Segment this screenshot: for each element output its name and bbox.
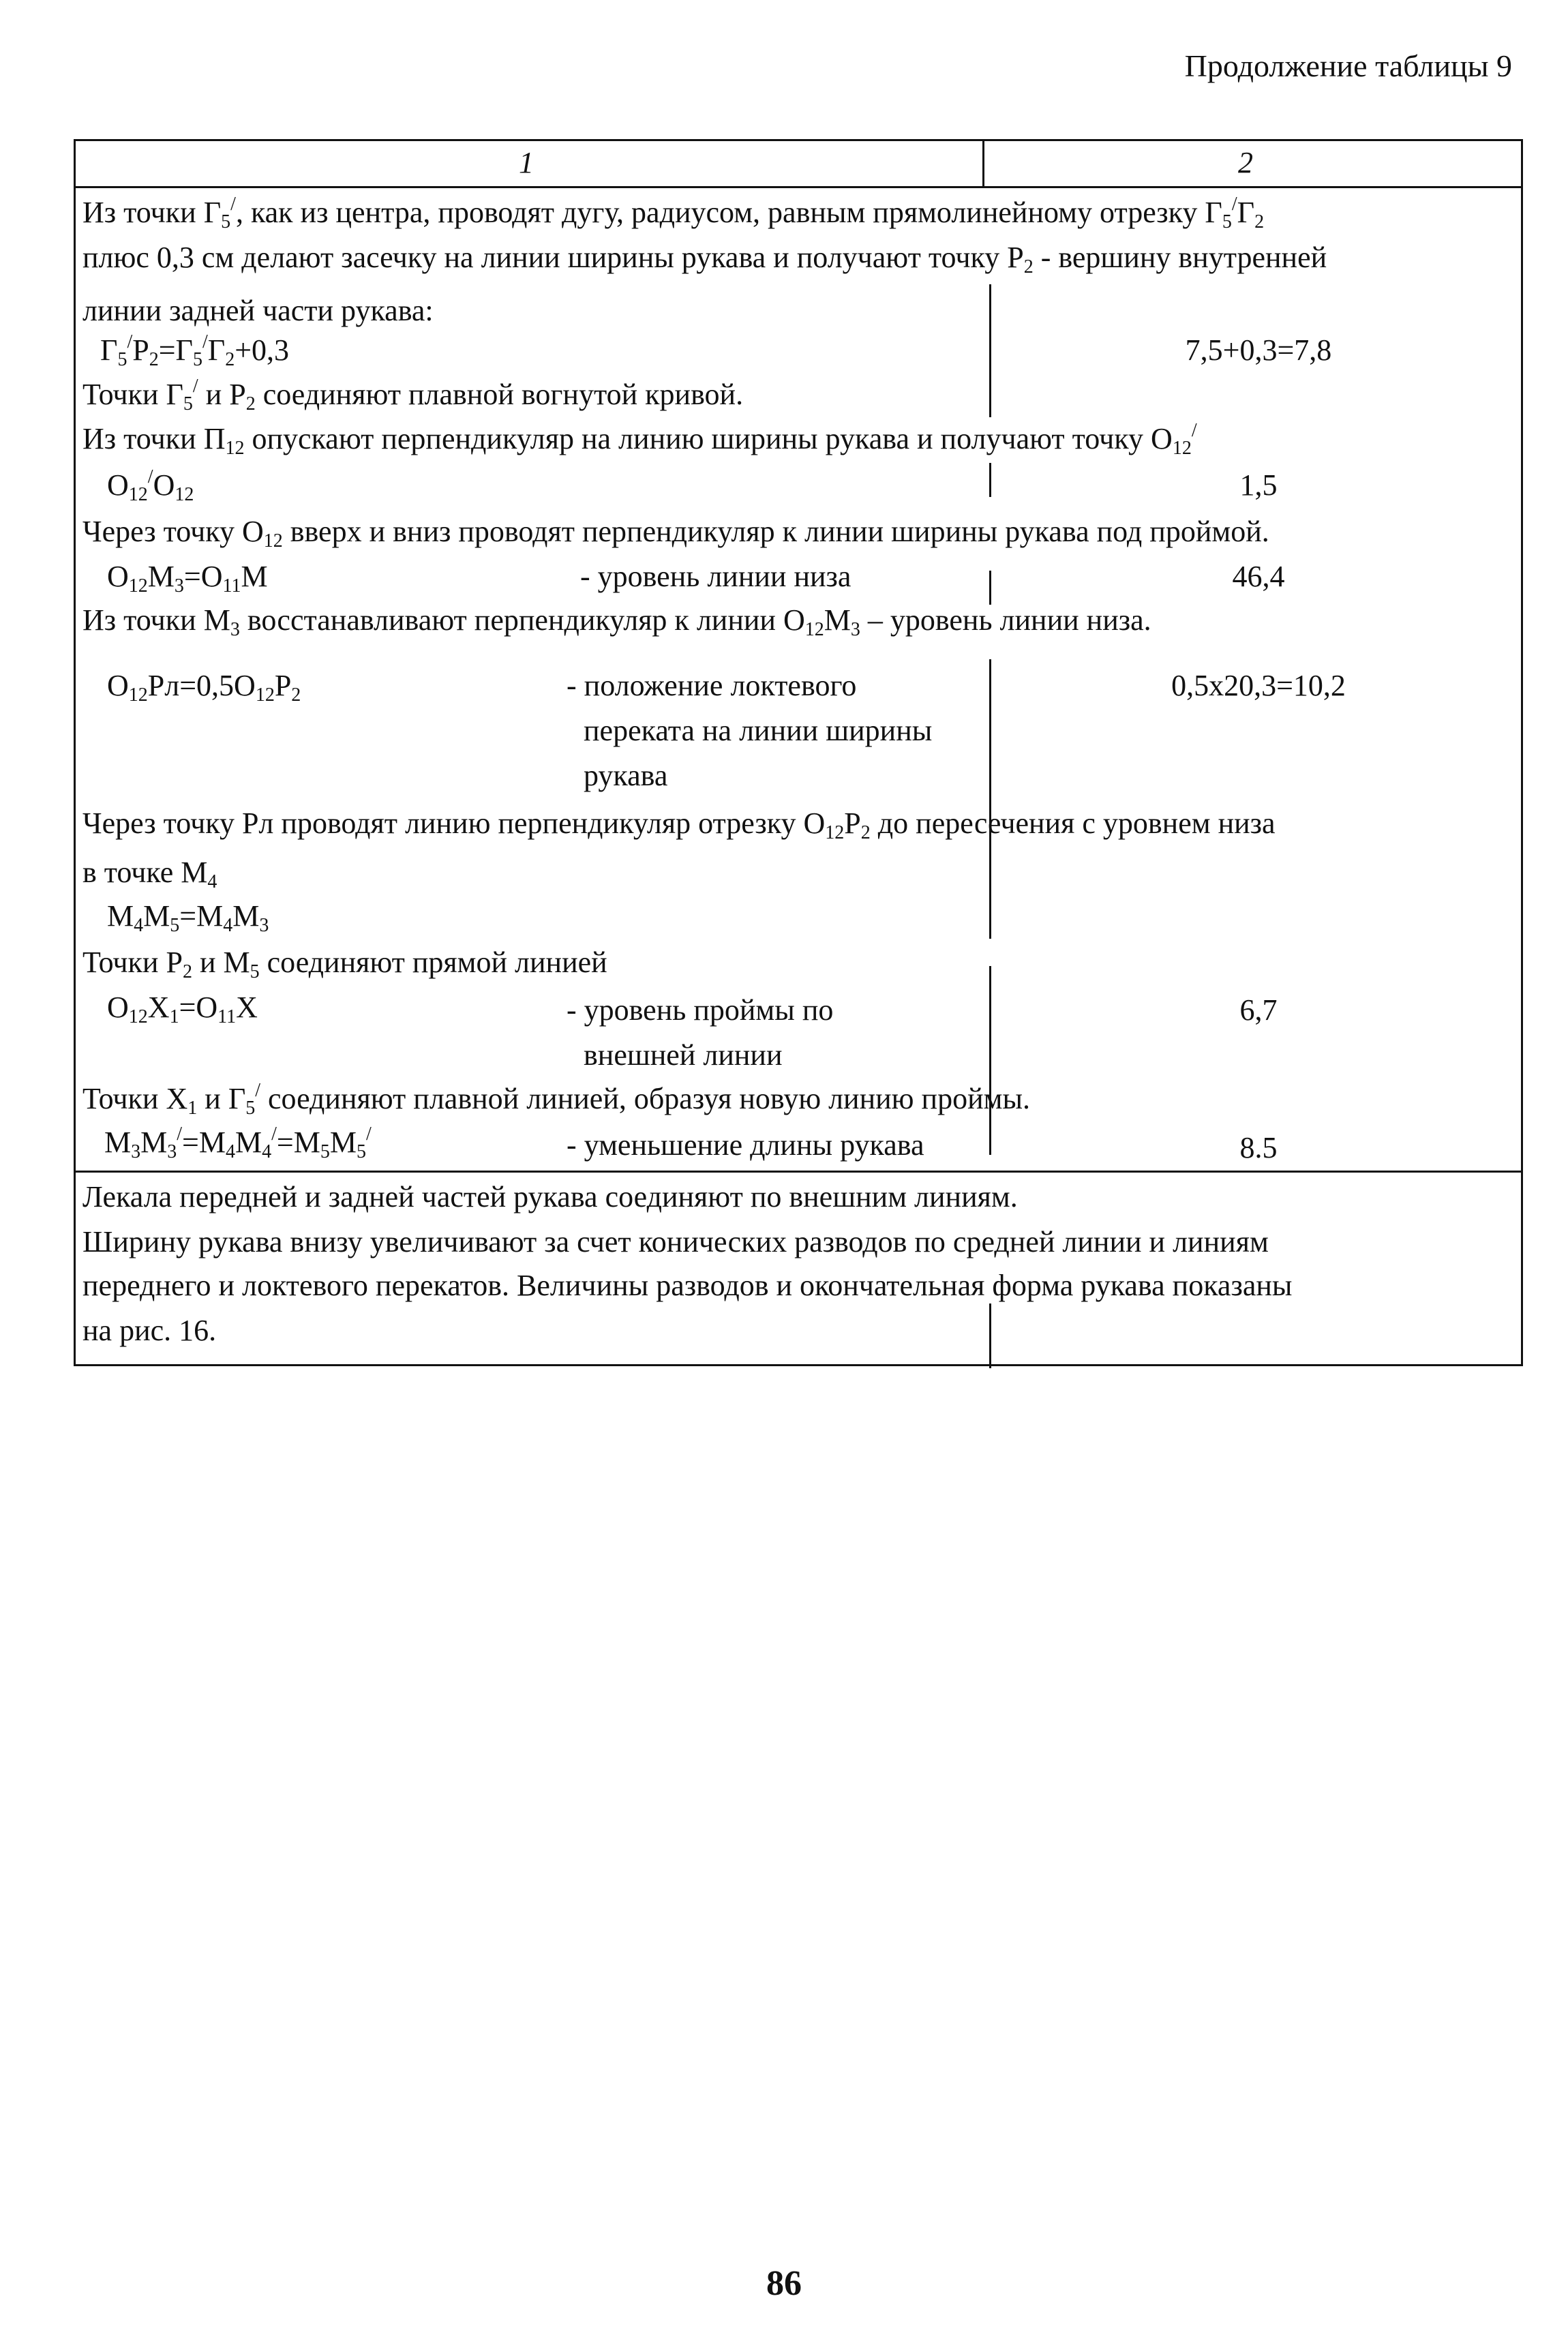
header-column-divider <box>982 141 984 186</box>
column-header-1: 1 <box>519 146 534 179</box>
formula: $Г_5^/Р_2=Г_5^/Г_2+0,3$ <box>100 331 290 370</box>
value-cell: 0,5х20,3=10,2 <box>1171 669 1346 702</box>
column-divider <box>989 659 991 939</box>
formula-description: переката на линии ширины <box>584 714 933 747</box>
text-line: Через точку $О_{12}$ вверх и вниз проводят перпендикуляр к линии ширины рукава под проймой. <box>82 515 1269 552</box>
formula-description: - уровень проймы по <box>567 993 834 1027</box>
formula-description: - уменьшение длины рукава <box>567 1128 924 1162</box>
note-line: Лекала передней и задней частей рукава соединяют по внешним линиям. <box>82 1180 1018 1213</box>
formula: $О_{12}М_3=О_{11}М$ <box>107 560 268 597</box>
data-table <box>74 139 1523 1366</box>
column-header-2: 2 <box>1238 146 1253 179</box>
column-divider <box>989 1117 991 1155</box>
formula: $О_{12}Рл=0,5О_{12}Р_2$ <box>107 669 301 706</box>
text-line: плюс 0,3 см делают засечку на линии ширины рукава и получают точку $Р_2$ - вершину внутренней <box>82 241 1327 277</box>
formula: $М_3М_3^/=М_4М_4^/=М_5М_5^/$ <box>104 1124 372 1162</box>
note-line: Ширину рукава внизу увеличивают за счет конических разводов по средней линии и линиям <box>82 1225 1269 1258</box>
text-line: Из точки $Г_5^/$, как из центра, проводят дугу, радиусом, равным прямолинейному отрезку $Г_5^/Г_2$ <box>82 194 1265 232</box>
note-line: переднего и локтевого перекатов. Величины разводов и окончательная форма рукава показаны <box>82 1269 1293 1302</box>
formula-description: рукава <box>584 759 668 792</box>
formula-description: - уровень линии низа <box>580 560 851 593</box>
section-divider <box>76 1171 1521 1173</box>
value-cell: 7,5+0,3=7,8 <box>1185 333 1332 367</box>
formula-description: внешней линии <box>584 1038 783 1072</box>
value-cell: 8.5 <box>1239 1131 1278 1164</box>
column-divider <box>989 1303 991 1368</box>
column-divider <box>989 463 991 497</box>
table-caption: Продолжение таблицы 9 <box>1184 48 1512 83</box>
note-line: на рис. 16. <box>82 1314 217 1347</box>
header-divider <box>76 186 1521 188</box>
formula-description: - положение локтевого <box>567 669 857 702</box>
text-line: Через точку Рл проводят линию перпендикуляр отрезку $О_{12}Р_2$ до пересечения с уровнем низа <box>82 806 1276 843</box>
text-line: Из точки $М_3$ восстанавливают перпендикуляр к линии $О_{12}М_3$ – уровень линии низа. <box>82 603 1151 640</box>
value-cell: 1,5 <box>1239 468 1278 502</box>
text-line: Точки $Р_2$ и $М_5$ соединяют прямой линией <box>82 946 607 982</box>
text-line: Точки $Х_1$ и $Г_5^/$ соединяют плавной линией, образуя новую линию проймы. <box>82 1080 1031 1119</box>
text-line: в точке $М_4$ <box>82 856 217 892</box>
formula: $О_{12}^/О_{12}$ <box>107 466 194 505</box>
formula: $О_{12}Х_1=О_{11}Х$ <box>107 991 258 1027</box>
text-line: Из точки $П_{12}$ опускают перпендикуляр на линию ширины рукава и получают точку $О_{12}^/$ <box>82 420 1197 459</box>
page-number: 86 <box>766 2264 802 2303</box>
value-cell: 46,4 <box>1232 560 1285 593</box>
formula: $М_4М_5=М_4М_3$ <box>107 899 269 936</box>
column-divider <box>989 571 991 605</box>
value-cell: 6,7 <box>1239 993 1278 1027</box>
text-line: Точки $Г_5^/$ и $Р_2$ соединяют плавной вогнутой кривой. <box>82 376 744 414</box>
column-divider <box>989 284 991 417</box>
text-line: линии задней части рукава: <box>82 294 434 327</box>
